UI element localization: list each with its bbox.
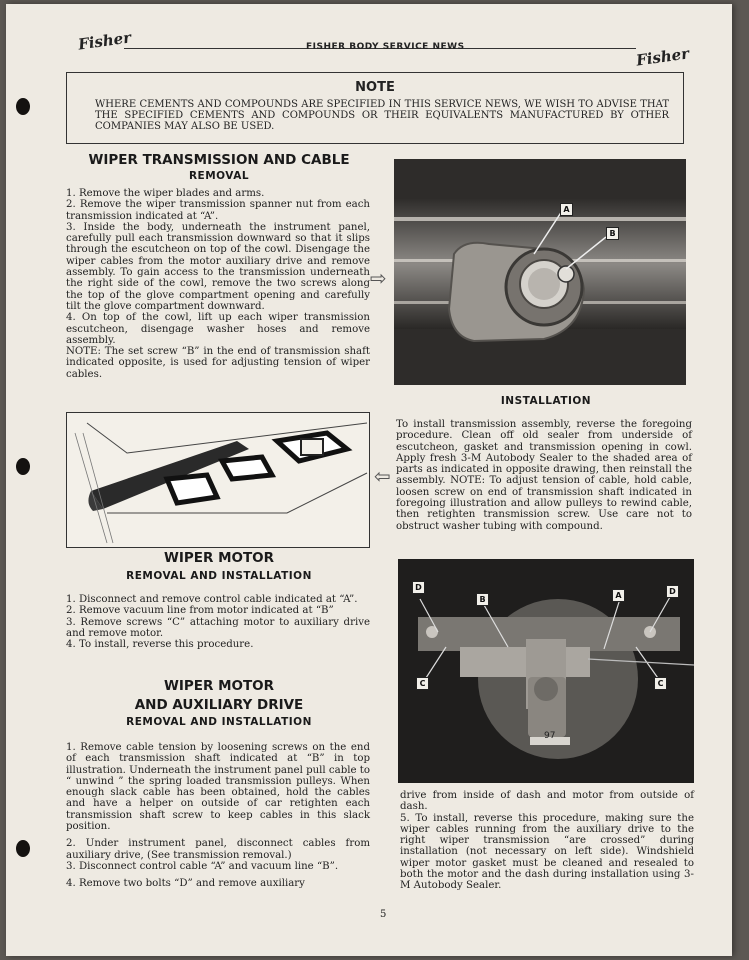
paragraph: 2. Remove the wiper transmission spanner nut from each transmission indicated at “A”. [66,199,370,222]
installation-title: INSTALLATION [500,395,592,407]
callout-c-right: C [654,677,667,690]
binder-hole [16,840,30,857]
paragraph: 1. Remove the wiper blades and arms. [66,188,265,199]
callout-a: A [612,589,625,602]
note-box [66,72,684,144]
paragraph: 4. To install, reverse this procedure. [66,639,254,651]
section-title-wiper-transmission: WIPER TRANSMISSION AND CABLE [88,152,350,168]
paragraph: 2. Remove vacuum line from motor indicated at “B” [66,605,334,617]
section-title-motor-aux-line2: AND AUXILIARY DRIVE [134,697,304,713]
paragraph: 3. Remove screws “C” attaching motor to auxiliary drive and remove motor. [66,616,370,639]
part-number: 97 [544,731,556,741]
paragraph: 3. Inside the body, underneath the instrument panel, carefully pull each transmission downward so that it slips through the escutcheon on top of the cowl. Disengage the wiper cables from the motor auxiliary drive and remove assembly. To gain access to the transmission underneath the right side of the cowl, remove the two screws along the top of the glove compartment opening and carefully tilt the glove compartment downward. [66,221,370,312]
sealer-drawing-illustration [67,413,369,547]
callout-b: B [606,227,619,240]
paragraph: 4. On top of the cowl, lift up each wiper transmission escutcheon, disengage washer hoses and remove assembly. [66,312,370,346]
paragraph: 1. Disconnect and remove control cable indicated at “A”. [66,594,358,605]
callout-c-left: C [416,677,429,690]
note-title: NOTE [355,80,395,95]
fisher-logo-right: Fisher [635,44,691,70]
section2-body [66,594,370,650]
callout-d-right: D [666,585,679,598]
header-title: FISHER BODY SERVICE NEWS [306,42,465,52]
fisher-logo-left: Fisher [77,28,133,54]
paragraph: 4. Remove two bolts “D” and remove auxiliary [66,878,305,890]
section-title-motor-aux-line1: WIPER MOTOR [163,678,275,694]
installation-body [396,419,692,532]
continuation-body [400,790,694,892]
section2-subtitle: REMOVAL AND INSTALLATION [126,570,312,582]
wiper-motor-photo [398,559,694,783]
section-title-wiper-motor: WIPER MOTOR [163,550,275,566]
section3-subtitle: REMOVAL AND INSTALLATION [126,716,312,728]
paragraph: 1. Remove cable tension by loosening screws on the end of each transmission shaft indicated at “B” in top illustration. Underneath the instrument panel pull cable to “ unwind ” the spring loaded transmission pulleys. When enough slack cable has been obtained, hold the cables and have a helper on outside of car retighten each transmission shaft screw to keep cables in this slack position. [66,742,370,833]
wiper-motor-photo-illustration [398,559,694,783]
callout-a: A [560,203,573,216]
pointer-arrow-right-icon: ⇨ [370,266,387,290]
paragraph: NOTE: The set screw “B” in the end of transmission shaft indicated opposite, is used for adjusting tension of wiper cables. [66,346,370,380]
paragraph: 2. Under instrument panel, disconnect cables from auxiliary drive, (See transmission removal.) [66,838,370,861]
paragraph: 3. Disconnect control cable “A” and vacuum line “B”. [66,860,339,872]
note-text: WHERE CEMENTS AND COMPOUNDS ARE SPECIFIED IN THIS SERVICE NEWS, WE WISH TO ADVISE THAT THE SPECIFIED CEMENTS AND COMPOUNDS OR THEIR EQUIVALENTS MANUFACTURED BY OTHER COMPANIES MAY ALSO BE USED. [95,99,669,132]
page-sheet [6,4,732,956]
callout-d-left: D [412,581,425,594]
transmission-sealer-drawing [66,412,370,548]
transmission-photo-illustration [394,159,686,385]
paragraph: drive from inside of dash and motor from outside of dash. [400,790,694,813]
transmission-photo [394,159,686,385]
page-number: 5 [380,909,387,920]
pointer-arrow-left-icon: ⇦ [374,464,391,488]
section3-body [66,742,370,890]
paragraph: To install transmission assembly, reverse the foregoing procedure. Clean off old sealer from underside of escutcheon, gasket and transmission opening in cowl. Apply fresh 3-M Autobody Sealer to the shaded area of parts as indicated in opposite drawing, then reinstall the assembly. NOTE: To adjust tension of cable, hold cable, loosen screw on end of transmission shaft indicated in foregoing illustration and allow pulleys to rewind cable, then retighten transmission screw. Use care not to obstruct washer tubing with compound. [396,419,692,532]
callout-b: B [476,593,489,606]
section1-body [66,188,370,380]
paragraph: 5. To install, reverse this procedure, making sure the wiper cables running from the auxiliary drive to the right wiper transmission “are crossed” during installation (not necessary on left side). Windshield wiper motor gasket must be cleaned and resealed to both the motor and the dash during installation using 3-M Autobody Sealer. [400,812,694,892]
binder-hole [16,458,30,475]
section-subtitle-removal: REMOVAL [188,170,250,182]
binder-hole [16,98,30,115]
